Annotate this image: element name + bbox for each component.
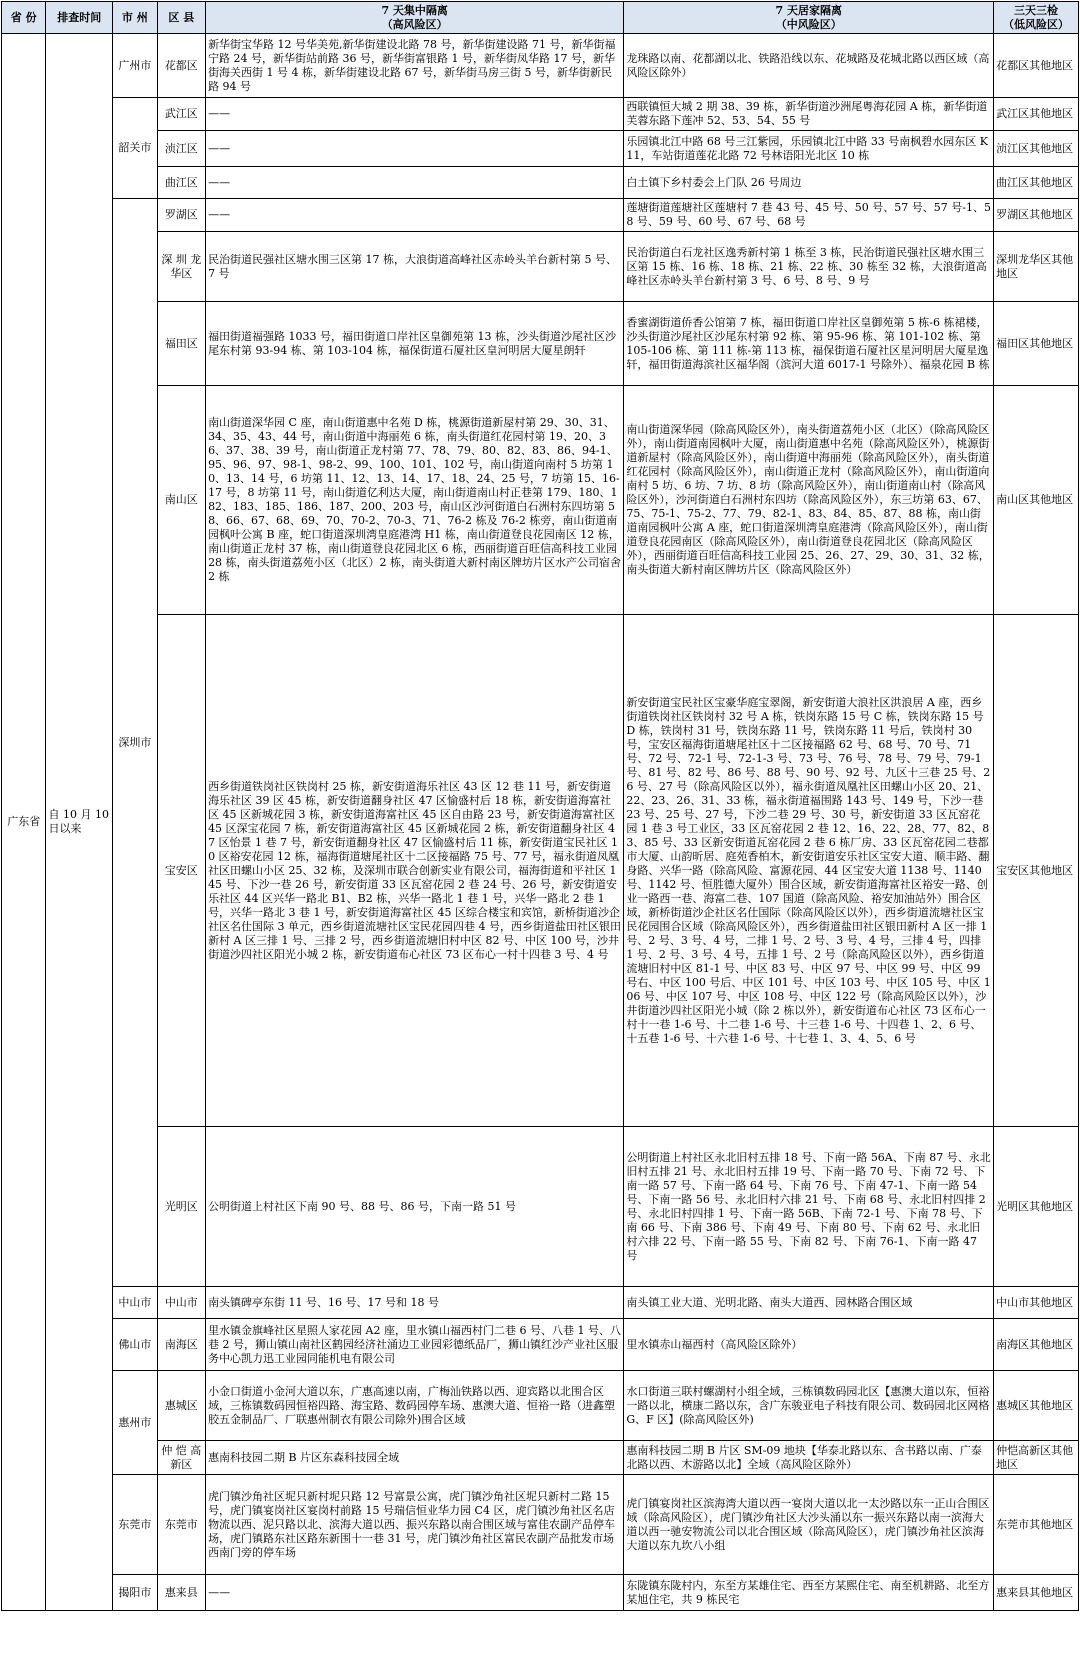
mid-risk-cell: 西联镇恒大城 2 期 38、39 栋，新华街道沙洲尾粤海花园 A 栋，新华街道芙蓉东路下莲冲 52、53、54、55 号: [624, 98, 994, 131]
mid-risk-cell: 香蜜湖街道侨香公馆第 7 栋，福田街道口岸社区皇御苑第 5 栋-6 栋裙楼，沙头街道沙尾社区沙尾东村第 92 栋、第 95-96 栋、第 101-102 栋、第 105-106 栋、第 111 栋-第 113 栋，福保街道石厦社区星河明居大厦星逸轩，福田街道海滨社区福华阁（滨河大道 6017-1 号除外）、福泉花园 B 栋: [624, 302, 994, 386]
district-cell: 仲 恺 高新区: [157, 1441, 205, 1475]
high-risk-cell: 南山街道深华园 C 座，南山街道惠中名苑 D 栋，桃源街道新屋村第 29、30、31、34、35、43、44 号，南山街道中海丽苑 6 栋，南头街道红花园村第 19、20、36、37、38、39 号，南山街道正龙村第 77、78、79、80、82、83、86、94-1、95、96、97、98-1、98-2、99、100、101、102 号，南山街道向南村 5 坊第 10、13、14 号，6 坊第 11、12、13、14、17、18、24、25 号，7 坊第 15、16-17 号，8 坊第 11 号，南山街道亿利达大厦，南山街道南山村正巷第 179、180、182、183、185、186、187、200、203 号，南山区沙河街道白石洲村东四坊第 58、66、67、68、69、70、70-2、70-3、71、76-2 栋及 76-2 栋旁，南山街道南园枫叶公寓 B 座，蛇口街道深圳湾皇庭港湾 H1 栋，南山街道登良花园南区 12 栋，南山街道正龙村 37 栋，南山街道登良花园北区 6 栋，西丽街道百旺信高科技工业园 28 栋，南头街道荔苑小区（北区）2 栋，南头街道大新村南区牌坊片区水产公司宿舍 2 栋: [206, 386, 624, 615]
header-low-risk: [994, 2, 1079, 34]
header-high-title: 7 天集中隔离: [381, 3, 448, 17]
table-row: [2, 199, 1079, 232]
table-row: [2, 34, 1079, 98]
district-cell: 光明区: [157, 1127, 205, 1287]
district-cell: 东莞市: [157, 1475, 205, 1575]
high-risk-cell: 民治街道民强社区塘水围三区第 17 栋，大浪街道高峰社区赤岭头羊台新村第 5 号、7 号: [206, 232, 624, 302]
mid-risk-cell: 虎门镇宴岗社区滨海湾大道以西一宴岗大道以北一太沙路以东一正山合围区域（除高风险区），虎门镇沙角社区大沙头涌以东一振兴东路以南一滨海大道以西一驰安物流公司以北合围区域（除高风险区），虎门镇沙角社区滨海大道以东九坎八小组: [624, 1475, 994, 1575]
district-cell: 惠来县: [157, 1575, 205, 1611]
header-time: 排查时间: [46, 2, 113, 34]
mid-risk-cell: 民治街道白石龙社区逸秀新村第 1 栋至 3 栋，民治街道民强社区塘水围三区第 15 栋、16 栋、18 栋、21 栋、22 栋、30 栋至 32 栋，大浪街道高峰社区赤岭头羊台新村第 3 号、6 号、8 号、9 号: [624, 232, 994, 302]
time-cell: 自 10 月 10 日以来: [46, 34, 113, 1611]
table-row: [2, 1319, 1079, 1371]
high-risk-cell: 西乡街道铁岗社区铁岗村 25 栋，新安街道海乐社区 43 区 12 巷 11 号，新安街道海乐社区 39 区 45 栋，新安街道翻身社区 47 区愉盛村后 18 栋，新安街道海富社区 45 区新城花园 3 栋，新安街道海富社区 45 区自由路 23 号，新安街道海富社区 45 区深宝花园 7 栋，新安街道海富社区 45 区新城花园 2 栋，新安街道翻身社区 47 区怡景 1 巷 7 号，新安街道翻身社区 47 区愉盛村后 11 栋，新安街道宝民社区 10 区裕安花园 12 栋，福海街道塘尾社区十二区接福路 75 号、77 号，福永街道凤凰社区田螺山小区 25、32 栋，及深圳市联合创新实业有限公司，福海街道和平社区 145 号、下沙一巷 26 号，新安街道 33 区瓦窑花园 2 巷 24 号、26 号，新安街道安乐社区 44 区兴华一路北 B1、B2 栋，兴华一路北 1 巷 1 号，兴华一路北 2 巷 1 号，兴华一路北 3 巷 1 号，新安街道海富社区 45 区综合楼宝和宾馆，新桥街道沙企社区名仕国际 3 单元，西乡街道流塘社区宝民花园四巷 4 号，西乡街道盐田社区银田新村 A 区三排 1 号、三排 2 号，西乡街道流塘旧村中区 82 号、中区 100 号，沙井街道沙四社区阳光小城 2 栋，新安街道布心社区 73 区布心一村十四巷 3 号、4 号: [206, 615, 624, 1127]
high-risk-cell: 公明街道上村社区下南 90 号、88 号、86 号，下南一路 51 号: [206, 1127, 624, 1287]
city-cell: 佛山市: [113, 1319, 157, 1371]
low-risk-cell: 花都区其他地区: [994, 34, 1079, 98]
high-risk-cell: ——: [206, 98, 624, 131]
header-city: 市 州: [113, 2, 157, 34]
mid-risk-cell: 莲塘街道莲塘社区莲塘村 7 巷 43 号、45 号、50 号、57 号、57 号-1、58 号、59 号、60 号、67 号、68 号: [624, 199, 994, 232]
high-risk-cell: 福田街道福强路 1033 号，福田街道口岸社区皇御苑第 13 栋，沙头街道沙尾社区沙尾东村第 93-94 栋、第 103-104 栋，福保街道石厦社区皇河明居大厦星朗轩: [206, 302, 624, 386]
table-row: [2, 615, 1079, 1127]
low-risk-cell: 深圳龙华区其他地区: [994, 232, 1079, 302]
header-district: 区 县: [157, 2, 205, 34]
mid-risk-cell: 新安街道宝民社区宝豪华庭宝翠阁，新安街道大浪社区洪浪居 A 座，西乡街道铁岗社区铁岗村 32 号 A 栋，铁岗东路 15 号 C 栋，铁岗东路 15 号 D 栋，铁岗村 31 号，铁岗东路 11 号，铁岗东路 11 号后，铁岗村 30 号，宝安区福海街道塘尾社区十二区接福路 62 号、68 号、70 号、71 号、72 号、72-1 号、72-1-3 号、73 号、76 号、78 号、79 号、79-1 号、81 号、82 号、86 号、88 号、90 号、92 号、九区十三巷 25 号、26 号、27 号（除高风险区以外），福永街道凤凰社区田螺山小区 20、21、22、23、26、31、33 栋，福永街道福围路 143 号、149 号，下沙一巷 23 号、25 号、27 号，下沙二巷 29 号、30 号，新安街道 33 区瓦窑花园 1 巷 3 号工业区，33 区瓦窑花园 2 巷 12、16、22、28、77、82、83、85 号、33 区新安街道瓦窑花园 2 巷 6 栋厂房、33 区瓦窑花园二巷都市大厦、山韵昕居、庭苑香柏木，新安街道安乐社区宝安大道、顺丰路、翻身路、兴华一路（除高风险、富源花园、44 区宝安大道 1138 号、1140 号、1142 号、恒胜德大厦外）围合区域，新安街道海富社区裕安一路、创业一路西一巷、海富二巷、107 国道（除高风险、裕安加油站外）围合区域，新桥街道沙企社区名仕国际（除高风险区以外），西乡街道流塘社区宝民花园围合区域（除高风险区外），西乡街道盐田社区银田新村 A 区一排 1 号、2 号、3 号、4 号，二排 1 号、2 号、3 号、4 号，三排 4 号，四排 1 号、2 号、3 号、4 号，五排 1 号、2 号（除高风险区以外），西乡街道流塘旧村中区 81-1 号、中区 83 号、中区 97 号、中区 99 号、中区 99 号右、中区 100 号后、中区 101 号、中区 103 号、中区 105 号、中区 106 号、中区 107 号、中区 108 号、中区 122 号（除高风险区以外），沙井街道沙四社区阳光小城（除 2 栋以外），新安街道布心社区 73 区布心一村十一巷 1-6 号、十二巷 1-6 号、十三巷 1-6 号、十四巷 1、2、6 号、十五巷 1-6 号、十六巷 1-6 号、十七巷 1、3、4、5、6 号: [624, 615, 994, 1127]
table-row: [2, 1475, 1079, 1575]
risk-area-table: [1, 1, 1079, 1611]
header-low-sub: （低风险区）: [1003, 17, 1070, 31]
city-cell: 广州市: [113, 34, 157, 98]
low-risk-cell: 东莞市其他地区: [994, 1475, 1079, 1575]
district-cell: 深 圳 龙 华区: [157, 232, 205, 302]
low-risk-cell: 南海区其他地区: [994, 1319, 1079, 1371]
table-row: [2, 1441, 1079, 1475]
low-risk-cell: 宝安区其他地区: [994, 615, 1079, 1127]
district-cell: 曲江区: [157, 167, 205, 199]
header-low-title: 三天三检: [1014, 3, 1059, 17]
district-cell: 武江区: [157, 98, 205, 131]
high-risk-cell: ——: [206, 167, 624, 199]
table-row: [2, 167, 1079, 199]
mid-risk-cell: 里水镇赤山福西村（高风险区除外）: [624, 1319, 994, 1371]
province-cell: 广东省: [2, 34, 46, 1611]
mid-risk-cell: 龙珠路以南、花都湖以北、铁路沿线以东、花城路及花城北路以西区域（高风险区除外）: [624, 34, 994, 98]
high-risk-cell: ——: [206, 199, 624, 232]
high-risk-cell: 小金口街道小金河大道以东，广惠高速以南，广梅汕铁路以西、迎宾路以北围合区域，三栋镇数码园恒裕四路、海宝路、数码园停车场、惠澳大道、恒裕一路（进鑫塑胶五金制品厂、厂联惠州制衣有限公司除外)围合区域: [206, 1371, 624, 1441]
city-cell: 东莞市: [113, 1475, 157, 1575]
district-cell: 惠城区: [157, 1371, 205, 1441]
low-risk-cell: 仲恺高新区其他地区: [994, 1441, 1079, 1475]
mid-risk-cell: 惠南科技园二期 B 片区 SM-09 地块【华泰北路以东、含书路以南、广泰北路以西、木游路以北】全域（高风险区除外）: [624, 1441, 994, 1475]
header-province: 省 份: [2, 2, 46, 34]
high-risk-cell: 里水镇金旗峰社区星照人家花园 A2 座，里水镇山福西村门二巷 6 号、八巷 1 号、八巷 2 号，狮山镇山南社区鹤园经济社涌边工业园彩德纸品厂，狮山镇红沙产业社区服务中心凯力迅工业园同能机电有限公司: [206, 1319, 624, 1371]
mid-risk-cell: 南山街道深华园（除高风险区外），南头街道荔苑小区（北区）（除高风险区外），南山街道南园枫叶大厦，南山街道惠中名苑（除高风险区外），桃源街道新屋村（除高风险区外），南山街道中海丽苑（除高风险区外），南头街道红花园村（除高风险区外），南山街道正龙村（除高风险区外），南山街道向南村 5 坊、6 坊、7 坊、8 坊（除高风险区外），南山街道南山村（除高风险区外），沙河街道白石洲村东四坊（除高风险区外），东三坊第 63、67、75、75-1、75-2、77、79、82-1、83、84、85、87、88 栋，南山街道南园枫叶公寓 A 座，蛇口街道深圳湾皇庭港湾（除高风险区外），南山街道登良花园南区（除高风险区外），南山街道登良花园北区（除高风险区外），西丽街道百旺信高科技工业园 25、26、27、29、30、31、32 栋，南头街道大新村南区牌坊片区（除高风险区外）: [624, 386, 994, 615]
high-risk-cell: 新华街宝华路 12 号华美苑,新华街建设北路 78 号，新华街建设路 71 号，新华街福宁路 24 号，新华街站前路 36 号，新华街富银路 1 号，新华街凤华路 17 号，新华街海关西街 1 号 4 栋，新华街建设北路 67 号，新华街马房三街 5 号，新华街新民路 94 号: [206, 34, 624, 98]
table-row: [2, 131, 1079, 167]
table-row: [2, 1575, 1079, 1611]
high-risk-cell: ——: [206, 1575, 624, 1611]
city-cell: 韶关市: [113, 98, 157, 199]
header-high-risk: [206, 2, 624, 34]
low-risk-cell: 中山市其他地区: [994, 1287, 1079, 1319]
mid-risk-cell: 乐园镇北江中路 68 号三江紫园，乐园镇北江中路 33 号南枫碧水园东区 K11，车站街道莲花北路 72 号林语阳光北区 10 栋: [624, 131, 994, 167]
low-risk-cell: 浈江区其他地区: [994, 131, 1079, 167]
district-cell: 中山市: [157, 1287, 205, 1319]
mid-risk-cell: 南头镇工业大道、光明北路、南头大道西、园林路合围区域: [624, 1287, 994, 1319]
header-mid-sub: （中风险区）: [775, 17, 842, 31]
mid-risk-cell: 东陇镇东陇村内，东至方某雄住宅、西至方某熙住宅、南至机耕路、北至方某旭住宅，共 9 栋民宅: [624, 1575, 994, 1611]
low-risk-cell: 曲江区其他地区: [994, 167, 1079, 199]
table-header-row: [2, 2, 1079, 34]
mid-risk-cell: 公明街道上村社区永北旧村五排 18 号、下南一路 56A、下南 87 号、永北旧村五排 21 号、永北旧村五排 19 号、下南一路 70 号、下南 72 号、下南一路 57 号、下南一路 64 号、下南 76 号、下南 47-1、下南一路 54 号、下南一路 56 号、永北旧村六排 21 号、下南 68 号、永北旧村四排 2 号、永北旧村四排 1 号、下南一路 56B、下南 72-1 号、下南 78 号、下南 66 号、下南 386 号、下南 49 号、下南 80 号、下南 62 号、永北旧村六排 22 号、下南一路 55 号、下南 82 号、下南 76-1、下南一路 47 号: [624, 1127, 994, 1287]
low-risk-cell: 武江区其他地区: [994, 98, 1079, 131]
high-risk-cell: ——: [206, 131, 624, 167]
header-mid-risk: [624, 2, 994, 34]
table-row: [2, 386, 1079, 615]
low-risk-cell: 南山区其他地区: [994, 386, 1079, 615]
district-cell: 浈江区: [157, 131, 205, 167]
low-risk-cell: 惠来县其他地区: [994, 1575, 1079, 1611]
high-risk-cell: 虎门镇沙角社区坭只新村坭只路 12 号富景公寓，虎门镇沙角社区坭只新村二路 15 号，虎门镇宴岗社区宴岗村前路 15 号瑞信恒业华力园 C4 区，虎门镇沙角社区名店物流以西、泥只路以北、滨海大道以西、振兴东路以南合围区域与富佳农副产品停车场，虎门镇路东社区路东新围十一巷 31 号，虎门镇沙角社区富民农副产品批发市场西南门旁的停车场: [206, 1475, 624, 1575]
district-cell: 南山区: [157, 386, 205, 615]
district-cell: 福田区: [157, 302, 205, 386]
low-risk-cell: 惠城区其他地区: [994, 1371, 1079, 1441]
district-cell: 花都区: [157, 34, 205, 98]
table-row: [2, 1127, 1079, 1287]
high-risk-cell: 南头镇碑亭东街 11 号、16 号、17 号和 18 号: [206, 1287, 624, 1319]
low-risk-cell: 光明区其他地区: [994, 1127, 1079, 1287]
table-row: [2, 1287, 1079, 1319]
table-row: [2, 302, 1079, 386]
high-risk-cell: 惠南科技园二期 B 片区东森科技园全域: [206, 1441, 624, 1475]
city-cell: 深圳市: [113, 199, 157, 1287]
city-cell: 惠州市: [113, 1371, 157, 1475]
table-row: [2, 1371, 1079, 1441]
low-risk-cell: 罗湖区其他地区: [994, 199, 1079, 232]
district-cell: 宝安区: [157, 615, 205, 1127]
mid-risk-cell: 水口街道三联村螺湖村小组全域，三栋镇数码园北区【惠澳大道以东，恒裕一路以北，横康二路以东，含广东骏亚电子科技有限公司、数码园北区网格 G、F 区】(除高风险区外): [624, 1371, 994, 1441]
table-row: [2, 98, 1079, 131]
table-row: [2, 232, 1079, 302]
district-cell: 罗湖区: [157, 199, 205, 232]
header-mid-title: 7 天居家隔离: [775, 3, 842, 17]
low-risk-cell: 福田区其他地区: [994, 302, 1079, 386]
header-high-sub: （高风险区）: [381, 17, 448, 31]
city-cell: 揭阳市: [113, 1575, 157, 1611]
city-cell: 中山市: [113, 1287, 157, 1319]
mid-risk-cell: 白土镇下乡村委会上门队 26 号周边: [624, 167, 994, 199]
district-cell: 南海区: [157, 1319, 205, 1371]
